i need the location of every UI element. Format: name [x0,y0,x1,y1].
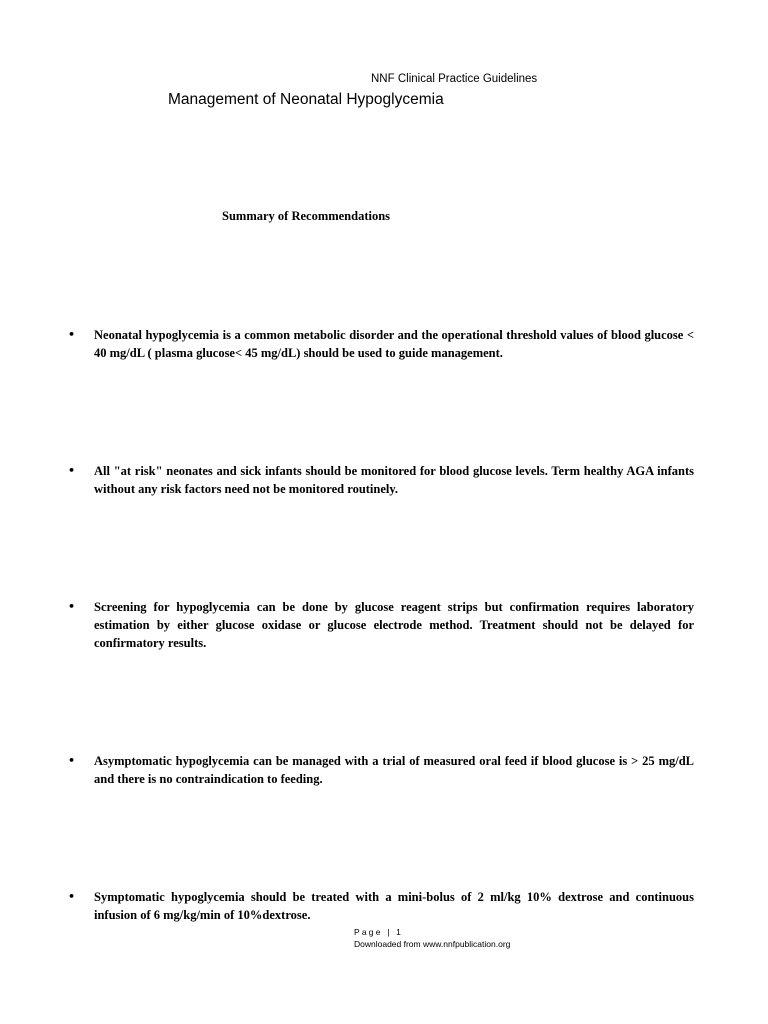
section-title: Summary of Recommendations [222,209,391,223]
page-footer [354,927,510,950]
bullet-icon: • [68,600,76,613]
bullet-icon: • [68,328,76,341]
recommendation-text: Screening for hypoglycemia can be done by glucose reagent strips but confirmation requires laboratory estimation by either glucose oxidase or glucose electrode method. Treatment should not be delayed for confirmatory results. [94,600,694,651]
download-source-note: Downloaded from www.nnfpublication.org [354,938,511,949]
bullet-icon: • [68,464,76,477]
guideline-source-header: NNF Clinical Practice Guidelines [371,73,538,85]
recommendation-text: Symptomatic hypoglycemia should be treated with a mini-bolus of 2 ml/kg 10% dextrose and continuous infusion of 6 mg/kg/min of 10%dextrose. [94,890,694,923]
bullet-icon: • [68,890,76,903]
bullet-icon: • [68,754,76,767]
recommendation-text: All "at risk" neonates and sick infants should be monitored for blood glucose levels. Term healthy AGA infants without any risk factors need not be monitored routinely. [94,464,694,497]
recommendation-text: Asymptomatic hypoglycemia can be managed with a trial of measured oral feed if blood glucose is > 25 mg/dL and there is no contraindication to feeding. [94,754,694,787]
page-number-label: Page | 1 [354,927,404,937]
document-title: Management of Neonatal Hypoglycemia [168,91,444,108]
recommendation-text: Neonatal hypoglycemia is a common metabolic disorder and the operational threshold values of blood glucose < 40 mg/dL ( plasma glucose< 45 mg/dL) should be used to guide management. [94,328,694,361]
